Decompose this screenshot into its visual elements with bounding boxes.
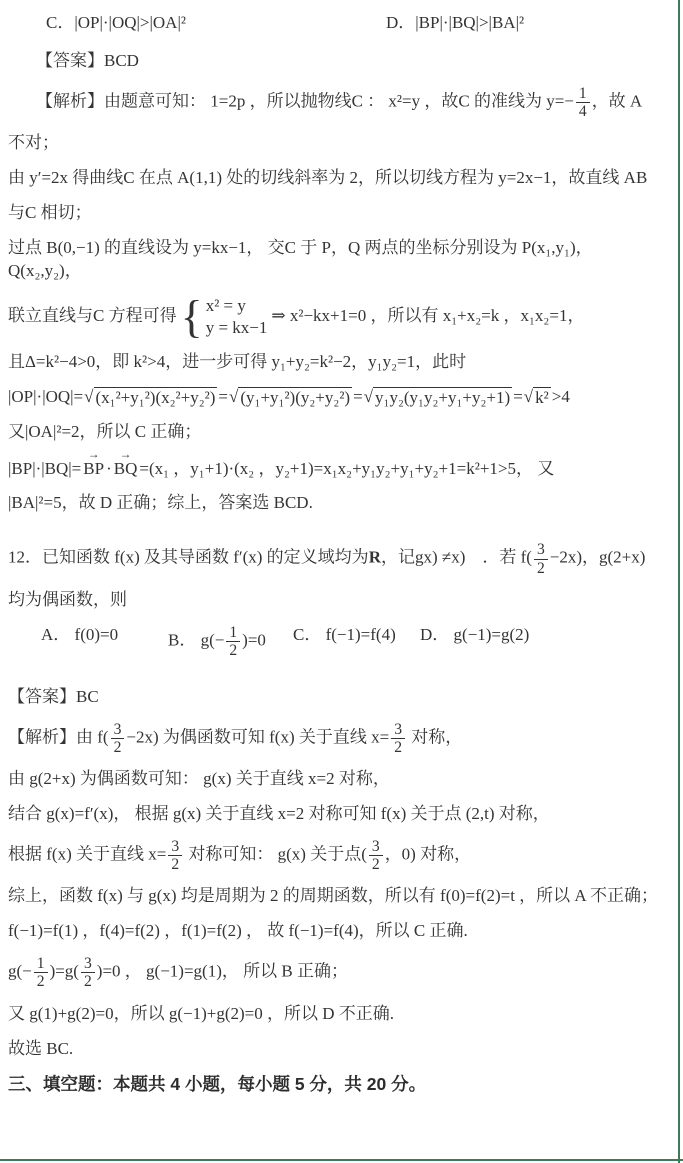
text-run: >4 — [551, 386, 570, 406]
text-run: 三、填空题：本题共 4 小题，每小题 5 分，共 20 分。 — [8, 1073, 427, 1094]
q12-analysis-line-6 — [8, 920, 661, 943]
q12-choice-row — [8, 624, 661, 674]
text-run: = — [218, 386, 229, 406]
text-run: 【答案】BCD — [36, 51, 139, 70]
fraction — [576, 85, 590, 120]
system-equation-row: x² = y — [205, 295, 246, 315]
q11-analysis-line-8 — [8, 386, 661, 409]
text-run: )=0 ， g(−1)=g(1)， 所以 B 正确； — [96, 961, 348, 981]
text-run: −2x) 为偶函数可知 f(x) 关于直线 x= — [126, 727, 390, 747]
text-run: ，记gx) ≠x) ．若 f( — [380, 548, 532, 568]
fraction-denominator: 2 — [113, 738, 122, 756]
fraction-numerator: 3 — [391, 721, 405, 739]
fraction — [391, 721, 405, 756]
section-heading-fill-in — [8, 1073, 661, 1097]
fraction-denominator: 2 — [36, 973, 45, 991]
fraction — [34, 955, 48, 990]
text-run: )=g( — [49, 961, 79, 981]
fraction-numerator: 3 — [111, 721, 125, 739]
equation-system — [180, 291, 268, 343]
text-run: |BA|²=5，故 D 正确；综上，答案选 BCD. — [8, 493, 313, 513]
fraction-denominator: 4 — [578, 103, 587, 121]
text-run: 联立直线与C 方程可得 — [8, 305, 177, 325]
q12-analysis-line-8 — [8, 1003, 661, 1026]
q12-analysis-line-9 — [8, 1038, 661, 1061]
choice-a — [41, 624, 118, 647]
q11-analysis-line-6 — [8, 291, 661, 343]
fraction — [226, 624, 240, 659]
fraction-denominator: 2 — [394, 738, 403, 756]
text-run: 过点 B(0,−1) 的直线设为 y=kx−1， 交C 于 P，Q 两点的坐标分别设为 P(x₁,y₁)，Q(x₂,y₂)， — [8, 238, 593, 281]
text-run: 对称可知： g(x) 关于点( — [184, 844, 367, 864]
text-run: ，故 A — [591, 91, 643, 111]
radicand: k² — [535, 387, 549, 407]
system-equations — [206, 296, 268, 338]
fraction-denominator: 2 — [171, 856, 180, 874]
q11-analysis-line-4 — [8, 202, 661, 225]
text-run: )=0 — [242, 630, 266, 650]
choice-d — [420, 624, 529, 647]
text-run: |OP|·|OQ|= — [8, 386, 84, 406]
vector-with-arrow: → BP — [83, 456, 104, 481]
text-run: 由 y′=2x 得曲线C 在点 A(1,1) 处的切线斜率为 2，所以切线方程为 y=2x−1，故直线 AB — [8, 168, 648, 188]
text-run: ⇒ x²−kx+1=0 ，所以有 x₁+x₂=k ，x₁x₂=1， — [271, 305, 585, 325]
radicand: (x₁²+y₁²)(x₂²+y₂²) — [95, 387, 216, 407]
q11-analysis-line-7 — [8, 351, 661, 374]
choice-d — [386, 12, 524, 35]
q12-analysis-line-5 — [8, 885, 661, 908]
q11-analysis-line-9 — [8, 421, 661, 444]
radical-sign-icon: √ — [363, 386, 374, 406]
vector-with-arrow: → BQ — [114, 456, 138, 481]
text-run: = — [513, 386, 523, 406]
text-run: 且Δ=k²−4>0，即 k²>4，进一步可得 y₁+y₂=k²−2，y₁y₂=1，此时 — [8, 351, 467, 371]
q11-analysis-line-2 — [8, 132, 661, 155]
text-run: · — [106, 458, 112, 478]
text-run: 均为偶函数，则 — [8, 589, 127, 609]
fraction-numerator: 3 — [81, 955, 95, 973]
q11-analysis-line-3 — [8, 167, 661, 190]
radicand: (y₁+y₁²)(y₂+y₂²) — [240, 387, 351, 407]
bold-text-run: R — [368, 548, 381, 568]
sqrt-expression — [84, 387, 217, 408]
scan-border-bottom — [0, 1159, 683, 1161]
text-run: 不对； — [8, 133, 59, 153]
fraction-numerator: 1 — [226, 624, 240, 642]
sqrt-expression — [364, 387, 513, 408]
q11-analysis-line-11 — [8, 492, 661, 515]
fraction-denominator: 2 — [229, 641, 238, 659]
text-run: g(− — [8, 961, 32, 981]
q12-analysis-line-4 — [8, 838, 661, 873]
q12-analysis-line-2 — [8, 768, 661, 791]
text-run: 由 g(2+x) 为偶函数可知： g(x) 关于直线 x=2 对称， — [8, 769, 390, 789]
fraction — [168, 838, 182, 873]
q12-analysis-line-3 — [8, 803, 661, 826]
q12-answer-line — [8, 686, 661, 709]
radicand: y₁y₂(y₁y₂+y₁+y₂+1) — [375, 387, 511, 407]
q11-analysis-line-10 — [8, 456, 661, 481]
scan-border-right — [678, 0, 680, 1163]
radical-sign-icon: √ — [523, 386, 534, 406]
text-run: |BP|·|BQ|= — [8, 458, 82, 478]
radical-sign-icon: √ — [229, 386, 239, 406]
fraction-numerator: 1 — [34, 955, 48, 973]
choice-c — [46, 12, 186, 35]
text-run: D．|BP|·|BQ|>|BA|² — [386, 13, 525, 32]
text-run: = — [353, 386, 363, 406]
text-run: B． g(− — [168, 630, 225, 650]
text-run: 又 g(1)+g(2)=0，所以 g(−1)+g(2)=0 ，所以 D 不正确. — [8, 1003, 395, 1023]
sqrt-expression — [229, 387, 352, 408]
fraction-denominator: 2 — [83, 973, 92, 991]
text-run: 对称， — [407, 727, 463, 747]
document-body — [8, 12, 661, 1096]
text-run: 根据 f(x) 关于直线 x= — [8, 844, 167, 864]
q12-analysis-line-7 — [8, 955, 661, 990]
q12-stem-line-2 — [8, 589, 661, 612]
q11-choice-row — [8, 12, 661, 38]
text-run: ，0) 对称， — [384, 844, 472, 864]
sqrt-expression — [524, 387, 551, 408]
text-run: =(x₁ ，y₁+1)·(x₂ ，y₂+1)=x₁x₂+y₁y₂+y₁+y₂+1=k²+1>5， 又 — [139, 458, 555, 478]
text-run: f(−1)=f(1) ，f(4)=f(2) ，f(1)=f(2) ， 故 f(−1)=f(4)，所以 C 正确. — [8, 921, 468, 941]
left-brace-icon: { — [180, 291, 203, 343]
fraction-numerator: 3 — [534, 541, 548, 559]
text-run: 【答案】BC — [8, 686, 99, 706]
text-run: 结合 g(x)=f′(x)， 根据 g(x) 关于直线 x=2 对称可知 f(x) 关于点 (2,t) 对称， — [8, 804, 550, 824]
text-run: −2x)，g(2+x) — [549, 548, 646, 568]
text-run: 【解析】由 f( — [8, 727, 109, 747]
fraction-numerator: 3 — [168, 838, 182, 856]
fraction-denominator: 2 — [536, 559, 545, 577]
text-run: 与C 相切； — [8, 203, 92, 223]
q11-analysis-line-1 — [36, 85, 661, 120]
text-run: 综上，函数 f(x) 与 g(x) 均是周期为 2 的周期函数，所以有 f(0)=f(2)=t ，所以 A 不正确； — [8, 886, 659, 906]
text-run: C．|OP|·|OQ|>|OA|² — [46, 13, 186, 32]
q12-stem-line-1 — [8, 541, 661, 576]
choice-c — [293, 624, 396, 647]
q12-analysis-line-1 — [8, 721, 661, 756]
fraction-denominator: 2 — [371, 856, 380, 874]
text-run: A． f(0)=0 — [41, 624, 119, 644]
fraction-numerator: 3 — [369, 838, 383, 856]
text-run: C． f(−1)=f(4) — [293, 624, 396, 644]
fraction — [111, 721, 125, 756]
radical-sign-icon: √ — [84, 386, 94, 406]
fraction-numerator: 1 — [576, 85, 590, 103]
fraction — [81, 955, 95, 990]
q11-answer-line — [36, 50, 661, 73]
system-equation-row: y = kx−1 — [205, 318, 268, 338]
fraction — [369, 838, 383, 873]
text-run: 【解析】由题意可知： 1=2p ，所以抛物线C ： x²=y ，故C 的准线为 y=− — [36, 91, 574, 111]
text-run: D． g(−1)=g(2) — [420, 624, 530, 644]
text-run: 故选 BC. — [8, 1038, 74, 1058]
text-run: 12．已知函数 f(x) 及其导函数 f′(x) 的定义域均为 — [8, 548, 369, 568]
text-run: 又|OA|²=2，所以 C 正确； — [8, 421, 202, 441]
choice-b — [168, 624, 266, 659]
fraction — [534, 541, 548, 576]
q11-analysis-line-5 — [8, 237, 661, 283]
